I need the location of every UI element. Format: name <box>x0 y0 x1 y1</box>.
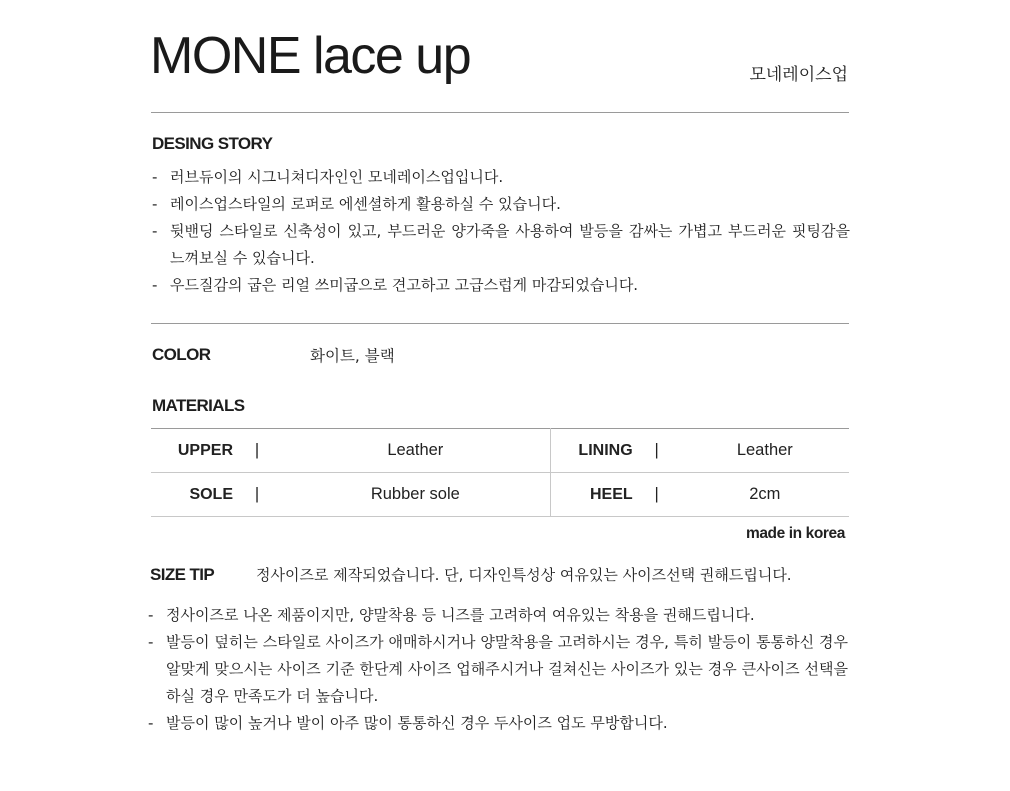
materials-table <box>151 428 849 517</box>
material-label: UPPER <box>151 429 233 473</box>
list-item: - 발등이 덮히는 스타일로 사이즈가 애매하시거나 양말착용을 고려하시는 경우, 특히 발등이 통통하신 경우 알맞게 맞으시는 사이즈 기준 한단계 사이즈 업해주시거나 걸쳐신는 사이즈가 있는 경우 큰사이즈 선택을 하실 경우 만족도가 더 높습니다. <box>146 629 848 710</box>
material-value: Leather <box>281 429 550 473</box>
table-row <box>151 473 849 517</box>
material-value: 2cm <box>681 473 849 517</box>
design-story-list <box>150 164 850 299</box>
list-item: - 발등이 많이 높거나 발이 아주 많이 통통하신 경우 두사이즈 업도 무방합니다. <box>146 710 848 737</box>
materials-heading: MATERIALS <box>152 396 245 415</box>
design-story-heading: DESING STORY <box>152 134 273 153</box>
material-separator: | <box>233 473 281 517</box>
size-tip-heading: SIZE TIP <box>150 565 215 584</box>
material-separator: | <box>233 429 281 473</box>
divider <box>151 112 849 113</box>
list-item: - 레이스업스타일의 로퍼로 에센셜하게 활용하실 수 있습니다. <box>150 191 850 218</box>
list-item: - 정사이즈로 나온 제품이지만, 양말착용 등 니즈를 고려하여 여유있는 착용을 권해드립니다. <box>146 602 848 629</box>
material-value: Leather <box>681 429 849 473</box>
product-korean-name: 모네레이스업 <box>749 65 848 85</box>
color-heading: COLOR <box>152 345 211 364</box>
material-separator: | <box>633 429 681 473</box>
divider <box>151 323 849 324</box>
origin-label: made in korea <box>745 525 845 542</box>
list-item: - 러브듀이의 시그니쳐디자인인 모네레이스업입니다. <box>150 164 850 191</box>
material-label: HEEL <box>550 473 633 517</box>
product-title: MONE lace up <box>150 27 471 85</box>
list-item: - 우드질감의 굽은 리얼 쓰미굽으로 견고하고 고급스럽게 마감되었습니다. <box>150 272 850 299</box>
table-row <box>151 429 849 473</box>
list-item: - 뒷밴딩 스타일로 신축성이 있고, 부드러운 양가죽을 사용하여 발등을 감싸는 가볍고 부드러운 핏팅감을 느껴보실 수 있습니다. <box>150 218 850 272</box>
size-tip-list <box>146 602 848 737</box>
material-value: Rubber sole <box>281 473 550 517</box>
material-label: SOLE <box>151 473 233 517</box>
material-label: LINING <box>550 429 633 473</box>
size-tip-summary: 정사이즈로 제작되었습니다. 단, 디자인특성상 여유있는 사이즈선택 권해드립니다. <box>256 566 792 584</box>
color-value: 화이트, 블랙 <box>310 347 395 365</box>
material-separator: | <box>633 473 681 517</box>
